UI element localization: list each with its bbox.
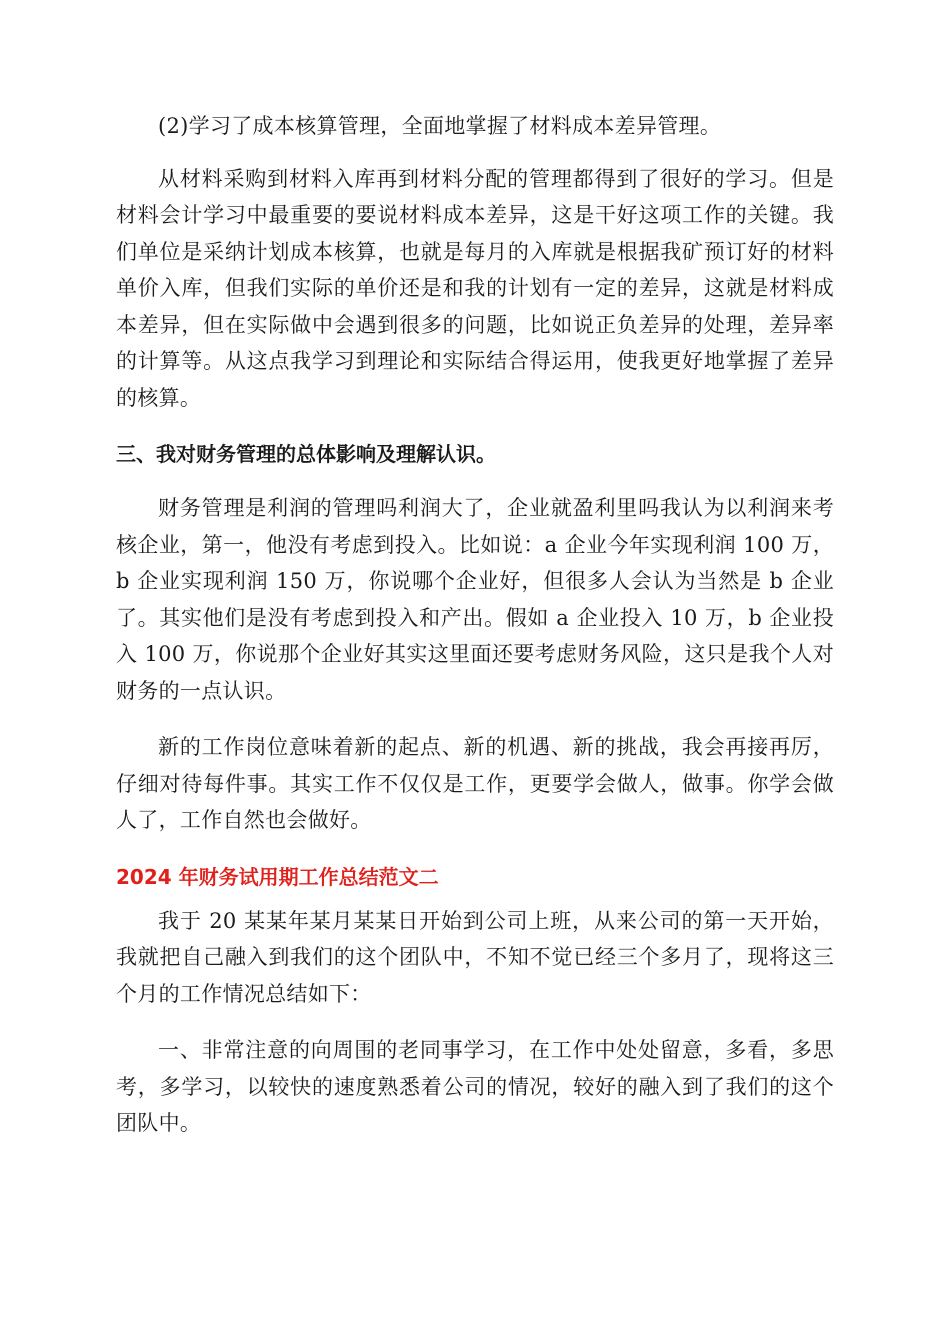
- document-body: [116, 108, 834, 1142]
- paragraph-profit-management: 财务管理是利润的管理吗利润大了，企业就盈利里吗我认为以利润来考核企业，第一，他没有考虑到投入。比如说：a 企业今年实现利润 100 万，b 企业实现利润 150 万，你说哪个企业好，但很多人会认为当然是 b 企业了。其实他们是没有考虑到投入和产出。假如 a 企业投入 10 万，b 企业投入 100 万，你说那个企业好其实这里面还要考虑财务风险，这只是我个人对财务的一点认识。: [116, 496, 834, 703]
- section-heading-financial-management: 三、我对财务管理的总体影响及理解认识。: [116, 442, 496, 466]
- paragraph-cost-accounting-item: (2)学习了成本核算管理，全面地掌握了材料成本差异管理。: [158, 114, 722, 138]
- paragraph-material-cost-variance: 从材料采购到材料入库再到材料分配的管理都得到了很好的学习。但是材料会计学习中最重要的要说材料成本差异，这是干好这项工作的关键。我们单位是采纳计划成本核算，也就是每月的入库就是根据我矿预订好的材料单价入库，但我们实际的单价还是和我的计划有一定的差异，这就是材料成本差异，但在实际做中会遇到很多的问题，比如说正负差异的处理，差异率的计算等。从这点我学习到理论和实际结合得运用，使我更好地掌握了差异的核算。: [116, 166, 834, 410]
- paragraph-new-position: 新的工作岗位意味着新的起点、新的机遇、新的挑战，我会再接再厉，仔细对待每件事。其实工作不仅仅是工作，更要学会做人，做事。你学会做人了，工作自然也会做好。: [116, 735, 834, 832]
- paragraph-joined-company: 我于 20 某某年某月某某日开始到公司上班，从来公司的第一天开始，我就把自己融入到我们的这个团队中，不知不觉已经三个多月了，现将这三个月的工作情况总结如下：: [116, 908, 834, 1006]
- paragraph-learn-from-colleagues: 一、非常注意的向周围的老同事学习，在工作中处处留意，多看，多思考，多学习，以较快的速度熟悉着公司的情况，较好的融入到了我们的这个团队中。: [116, 1038, 834, 1135]
- section-title-sample-two: 2024 年财务试用期工作总结范文二: [116, 864, 439, 889]
